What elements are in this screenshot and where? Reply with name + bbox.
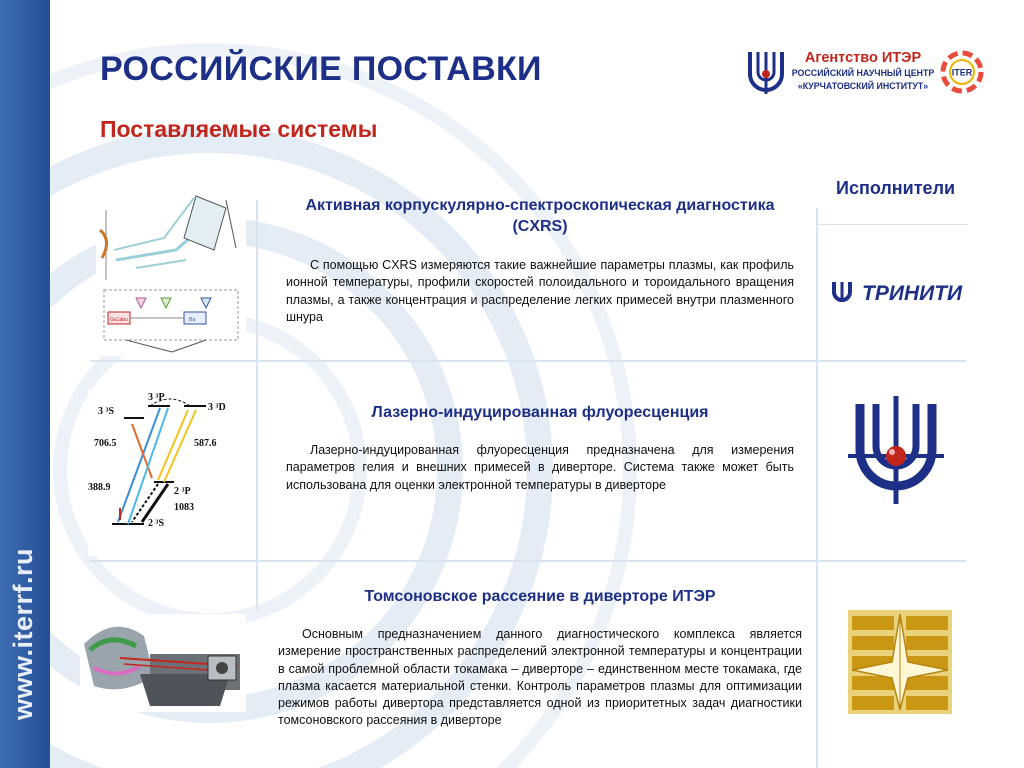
cxrs-description: С помощью CXRS измеряются такие важнейшие параметры плазмы, как профиль ионной температуры, профили скоростей полоидального и тороидального вращения плазмы, а также концентрация и распределение легких примесей внутри плазменного шнура bbox=[286, 258, 794, 324]
lif-title: Лазерно-индуцированная флуоресценция bbox=[371, 404, 709, 421]
level-33p: 3 ³P bbox=[148, 392, 165, 403]
cxrs-figure-label-2: Ba bbox=[189, 317, 196, 323]
wl-587: 587.6 bbox=[194, 438, 217, 449]
row-divider-1 bbox=[90, 360, 966, 362]
image-column-divider bbox=[256, 200, 258, 610]
kurchatov-institute-emblem-icon bbox=[846, 396, 946, 506]
triniti-logo-icon bbox=[832, 278, 972, 306]
triniti-wordmark: ТРИНИТИ bbox=[862, 282, 963, 305]
cxrs-figure-label-1: Ga1abu bbox=[110, 317, 128, 323]
agency-subline-2: «КУРЧАТОВСКИЙ ИНСТИТУТ» bbox=[797, 81, 929, 91]
wl-706: 706.5 bbox=[94, 438, 117, 449]
iter-label: ITER bbox=[951, 67, 973, 78]
level-23p: 2 ³P bbox=[174, 486, 191, 497]
level-23s: 2 ³S bbox=[148, 518, 165, 529]
level-33s: 3 ³S bbox=[98, 406, 115, 417]
kurchatov-emblem-icon bbox=[748, 50, 784, 96]
row-divider-2 bbox=[90, 560, 966, 562]
wl-1083: 1083 bbox=[174, 502, 194, 513]
gold-star-emblem-icon bbox=[848, 610, 952, 714]
executors-label: Исполнители bbox=[836, 178, 956, 198]
lif-description: Лазерно-индуцированная флуоресценция предназначена для измерения параметров гелия и внешних примесей в диверторе. Система также может быть использована для оценки электронной температуры в диверторе bbox=[286, 443, 794, 492]
level-33d: 3 ³D bbox=[208, 402, 226, 413]
executors-header-underline bbox=[818, 224, 968, 225]
thomson-cad-image bbox=[80, 614, 246, 712]
agency-subline-1: РОССИЙСКИЙ НАУЧНЫЙ ЦЕНТР bbox=[791, 68, 935, 78]
triniti-logo bbox=[832, 278, 972, 306]
page-subtitle: Поставляемые системы bbox=[100, 116, 378, 142]
thomson-title: Томсоновское рассеяние в диверторе ИТЭР bbox=[364, 588, 716, 605]
lif-energy-diagram bbox=[88, 390, 244, 556]
left-sidebar-bar: www.iterrf.ru bbox=[0, 0, 50, 768]
page-title: РОССИЙСКИЕ ПОСТАВКИ bbox=[100, 50, 542, 88]
cxrs-title: Активная корпускулярно-спектроскопическая диагностика (CXRS) bbox=[305, 197, 775, 235]
agency-logo bbox=[748, 48, 988, 102]
lif-level-diagram-icon bbox=[88, 390, 244, 556]
wl-388: 388.9 bbox=[88, 482, 111, 493]
agency-name: Агентство ИТЭР bbox=[804, 50, 922, 66]
cxrs-diagram bbox=[96, 190, 246, 356]
thomson-description: Основным предназначением данного диагностического комплекса является измерение пространственных распределений электронной температуры и концентрации в самой проблемной области токамака – диверторе – единственном месте токамака, где плазма касается материальной стенки. Контроль параметров плазмы для оптимизации режимов работы дивертора представляется одной из приоритетных задач диагностики томсоновского рассеяния в диверторе bbox=[278, 627, 802, 728]
cxrs-optics-diagram-icon bbox=[96, 190, 246, 356]
executors-column-divider bbox=[816, 208, 818, 768]
thomson-divertor-cad-icon bbox=[80, 614, 246, 712]
iter-logo-icon bbox=[940, 50, 984, 94]
kurchatov-institute-logo bbox=[846, 396, 946, 506]
gold-emblem-logo bbox=[848, 610, 952, 714]
